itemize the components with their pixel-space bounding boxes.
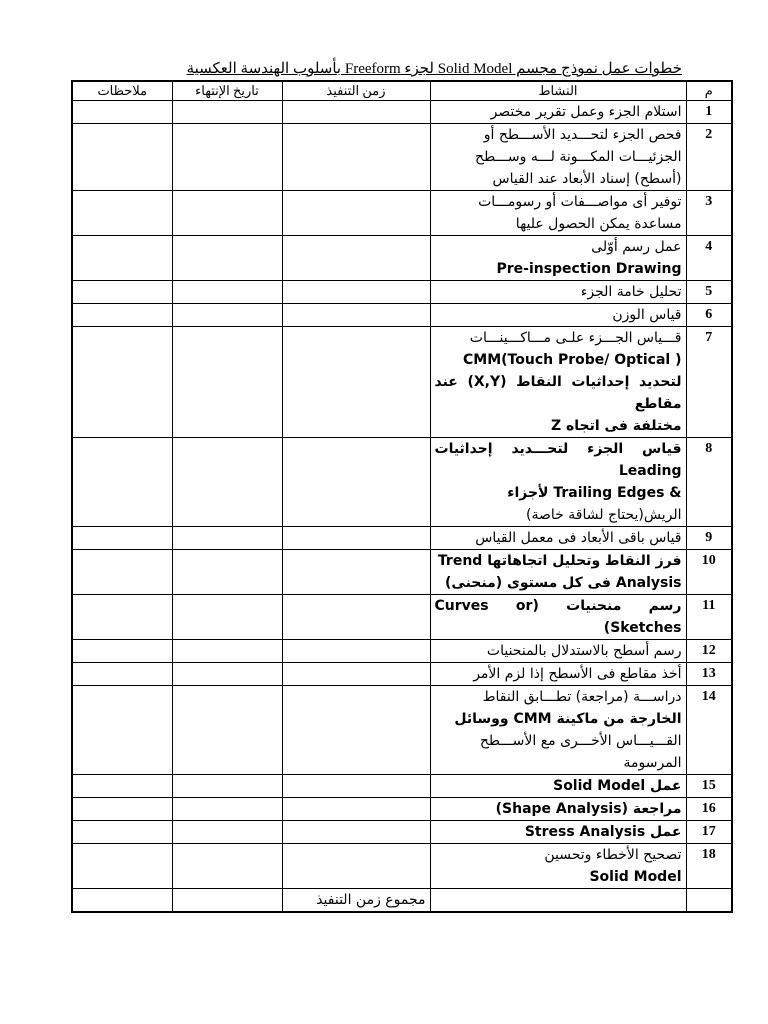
- exec-time-cell: [282, 527, 430, 550]
- notes-cell: [72, 686, 172, 775]
- end-date-cell: [172, 327, 282, 438]
- activity-line: Pre-inspection Drawing: [496, 261, 682, 277]
- end-date-cell: [172, 191, 282, 236]
- step-number: 4: [686, 236, 732, 281]
- end-date-cell: [172, 527, 282, 550]
- step-activity: [430, 527, 686, 550]
- table-row: [72, 686, 732, 775]
- step-number: 18: [686, 844, 732, 889]
- table-row: [72, 236, 732, 281]
- end-date-cell: [172, 844, 282, 889]
- step-activity: [430, 640, 686, 663]
- step-number: 7: [686, 327, 732, 438]
- notes-cell: [72, 844, 172, 889]
- end-date-cell: [172, 124, 282, 191]
- step-activity: [430, 821, 686, 844]
- exec-time-cell: [282, 124, 430, 191]
- activity-line: المرسومة: [623, 755, 682, 771]
- notes-cell: [72, 798, 172, 821]
- header-end-date: تاريخ الإنتهاء: [172, 81, 282, 101]
- activity-line: لتحديد إحداثيات النقاط (X,Y) عند مقاطع: [434, 374, 682, 412]
- step-activity: [430, 686, 686, 775]
- table-row: [72, 550, 732, 595]
- notes-cell: [72, 527, 172, 550]
- activity-line: مختلفة فى اتجاه Z: [550, 418, 682, 434]
- step-number: 12: [686, 640, 732, 663]
- activity-line: الريش(يحتاج لشاقة خاصة): [526, 507, 682, 523]
- notes-cell: [72, 101, 172, 124]
- table-row: [72, 640, 732, 663]
- notes-cell: [72, 281, 172, 304]
- activity-line: القـــيـــاس الأخـــرى مع الأســـطح: [479, 733, 682, 749]
- end-date-cell: [172, 304, 282, 327]
- total-row: [72, 889, 732, 913]
- activity-line: رسم أسطح بالاستدلال بالمنحنيات: [486, 643, 682, 659]
- total-end-date-cell: [172, 889, 282, 913]
- step-activity: [430, 281, 686, 304]
- page-title: خطوات عمل نموذج مجسم Solid Model لجزء Freeform بأسلوب الهندسة العكسية: [186, 61, 682, 77]
- activity-line: فحص الجزء لتحـــديد الأســـطح أو: [483, 127, 682, 143]
- step-number: 1: [686, 101, 732, 124]
- header-num: م: [686, 81, 732, 101]
- step-number: 13: [686, 663, 732, 686]
- step-activity: [430, 438, 686, 527]
- end-date-cell: [172, 686, 282, 775]
- header-exec-time: زمن التنفيذ: [282, 81, 430, 101]
- activity-line: عمل Solid Model: [553, 778, 682, 794]
- activity-line: توفير أى مواصـــفات أو رسومـــات: [478, 194, 682, 210]
- table-row: [72, 281, 732, 304]
- notes-cell: [72, 821, 172, 844]
- activity-line: استلام الجزء وعمل تقرير مختصر: [490, 104, 682, 120]
- exec-time-cell: [282, 236, 430, 281]
- activity-line: مساعدة يمكن الحصول عليها: [515, 216, 682, 232]
- end-date-cell: [172, 281, 282, 304]
- exec-time-cell: [282, 191, 430, 236]
- table-row: [72, 327, 732, 438]
- step-activity: [430, 236, 686, 281]
- step-number: 15: [686, 775, 732, 798]
- activity-line: قياس الجزء لتحـــديد إحداثيات Leading: [434, 441, 682, 479]
- table-body: [72, 101, 732, 889]
- step-activity: [430, 775, 686, 798]
- table-row: [72, 663, 732, 686]
- step-number: 17: [686, 821, 732, 844]
- activity-line: Analysis فى كل مستوى (منحنى): [445, 575, 682, 591]
- end-date-cell: [172, 236, 282, 281]
- activity-line: فرز النقاط وتحليل اتجاهاتها Trend: [437, 553, 682, 569]
- notes-cell: [72, 327, 172, 438]
- table-row: [72, 101, 732, 124]
- exec-time-cell: [282, 686, 430, 775]
- activity-line: تحليل خامة الجزء: [580, 284, 682, 300]
- end-date-cell: [172, 663, 282, 686]
- step-number: 6: [686, 304, 732, 327]
- step-activity: [430, 798, 686, 821]
- step-activity: [430, 550, 686, 595]
- step-number: 16: [686, 798, 732, 821]
- exec-time-cell: [282, 101, 430, 124]
- activity-line: رسم منحنيات (Curves or Sketches): [434, 598, 682, 636]
- exec-time-cell: [282, 663, 430, 686]
- activity-line: قـــياس الجـــزء علـى مـــاكـــينـــات: [469, 330, 682, 346]
- exec-time-cell: [282, 438, 430, 527]
- step-number: 10: [686, 550, 732, 595]
- activity-line: (أسطح) إسناد الأبعاد عند القياس: [492, 171, 682, 187]
- table-row: [72, 191, 732, 236]
- exec-time-cell: [282, 550, 430, 595]
- exec-time-cell: [282, 798, 430, 821]
- steps-table: [71, 80, 733, 913]
- header-activity: النشاط: [430, 81, 686, 101]
- notes-cell: [72, 191, 172, 236]
- activity-line: الخارجة من ماكينة CMM ووسائل: [454, 711, 682, 727]
- exec-time-cell: [282, 775, 430, 798]
- exec-time-cell: [282, 640, 430, 663]
- end-date-cell: [172, 821, 282, 844]
- exec-time-cell: [282, 304, 430, 327]
- notes-cell: [72, 595, 172, 640]
- table-row: [72, 821, 732, 844]
- activity-line: قياس باقى الأبعاد فى معمل القياس: [475, 530, 682, 546]
- table-row: [72, 124, 732, 191]
- step-activity: [430, 304, 686, 327]
- end-date-cell: [172, 438, 282, 527]
- activity-line: عمل Stress Analysis: [524, 824, 682, 840]
- total-notes-cell: [72, 889, 172, 913]
- table-row: [72, 775, 732, 798]
- exec-time-cell: [282, 844, 430, 889]
- step-number: 3: [686, 191, 732, 236]
- total-num-cell: [686, 889, 732, 913]
- end-date-cell: [172, 640, 282, 663]
- step-number: 9: [686, 527, 732, 550]
- table-row: [72, 304, 732, 327]
- step-number: 5: [686, 281, 732, 304]
- exec-time-cell: [282, 595, 430, 640]
- total-activity-cell: [430, 889, 686, 913]
- table-row: [72, 798, 732, 821]
- notes-cell: [72, 236, 172, 281]
- activity-line: & Trailing Edges لأجزاء: [507, 485, 682, 501]
- table-row: [72, 438, 732, 527]
- step-activity: [430, 191, 686, 236]
- end-date-cell: [172, 595, 282, 640]
- activity-line: Solid Model: [589, 869, 682, 885]
- notes-cell: [72, 775, 172, 798]
- end-date-cell: [172, 775, 282, 798]
- notes-cell: [72, 304, 172, 327]
- activity-line: أخذ مقاطع فى الأسطح إذا لزم الأمر: [473, 666, 682, 682]
- step-activity: [430, 844, 686, 889]
- activity-line: CMM(Touch Probe/ Optical ): [463, 352, 682, 368]
- step-activity: [430, 101, 686, 124]
- step-number: 2: [686, 124, 732, 191]
- step-activity: [430, 663, 686, 686]
- end-date-cell: [172, 550, 282, 595]
- header-notes: ملاحظات: [72, 81, 172, 101]
- step-number: 14: [686, 686, 732, 775]
- end-date-cell: [172, 101, 282, 124]
- exec-time-cell: [282, 281, 430, 304]
- step-number: 11: [686, 595, 732, 640]
- activity-line: دراســـة (مراجعة) تطـــابق النقاط: [482, 689, 682, 705]
- table-row: [72, 844, 732, 889]
- total-label: مجموع زمن التنفيذ: [282, 889, 430, 913]
- step-number: 8: [686, 438, 732, 527]
- exec-time-cell: [282, 821, 430, 844]
- step-activity: [430, 327, 686, 438]
- activity-line: مراجعة (Shape Analysis): [495, 801, 682, 817]
- exec-time-cell: [282, 327, 430, 438]
- activity-line: قياس الوزن: [612, 307, 682, 323]
- notes-cell: [72, 663, 172, 686]
- end-date-cell: [172, 798, 282, 821]
- step-activity: [430, 124, 686, 191]
- activity-line: الجزئيـــات المكـــونة لـــه وســـطح: [475, 149, 682, 165]
- table-row: [72, 595, 732, 640]
- notes-cell: [72, 438, 172, 527]
- notes-cell: [72, 640, 172, 663]
- activity-line: عمل رسم أوّلى: [591, 239, 682, 255]
- table-row: [72, 527, 732, 550]
- activity-line: تصحيح الأخطاء وتحسين: [544, 847, 682, 863]
- table-header-row: [72, 81, 732, 101]
- notes-cell: [72, 124, 172, 191]
- step-activity: [430, 595, 686, 640]
- notes-cell: [72, 550, 172, 595]
